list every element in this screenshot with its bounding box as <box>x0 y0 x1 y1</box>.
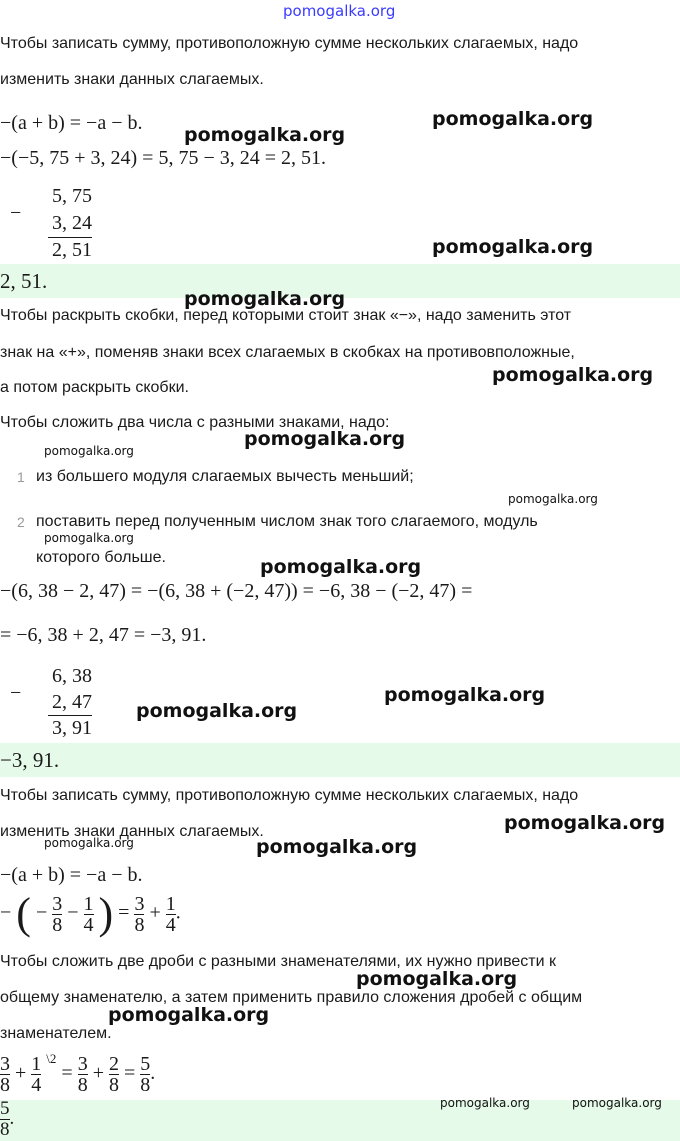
fraction <box>134 894 144 935</box>
fraction <box>109 1054 119 1095</box>
watermark: pomogalka.org <box>44 531 134 545</box>
column-bottom: 2, 47 <box>52 691 92 713</box>
list-number: 2 <box>17 514 25 530</box>
paragraph: а потом раскрыть скобки. <box>0 379 189 396</box>
fraction <box>31 1054 41 1095</box>
formula: −(a + b) = −a − b. <box>0 864 143 886</box>
paragraph: общему знаменателю, а затем применить правило сложения дробей с общим <box>0 989 583 1006</box>
column-bottom: 3, 24 <box>52 212 92 234</box>
paragraph: Чтобы записать сумму, противоположную сумме нескольких слагаемых, надо <box>0 35 579 52</box>
numerator: 5 <box>0 1098 10 1119</box>
paragraph: изменить знаки данных слагаемых. <box>0 823 264 840</box>
watermark: pomogalka.org <box>244 428 406 450</box>
numerator: 1 <box>165 892 176 915</box>
column-top: 5, 75 <box>52 185 92 207</box>
operator: + <box>15 1062 27 1084</box>
watermark: pomogalka.org <box>136 700 298 722</box>
minus-sign: − <box>0 901 12 924</box>
operator: + <box>92 1062 104 1084</box>
column-line <box>48 715 92 716</box>
formula-fractions <box>0 1051 155 1095</box>
column-line <box>48 237 92 238</box>
numerator: 1 <box>83 892 94 915</box>
formula: −(−5, 75 + 3, 24) = 5, 75 − 3, 24 = 2, 51. <box>0 147 326 169</box>
formula: = −6, 38 + 2, 47 = −3, 91. <box>0 624 207 646</box>
watermark: pomogalka.org <box>108 1004 270 1026</box>
answer-value: 2, 51. <box>0 269 48 293</box>
answer-value <box>0 1099 14 1140</box>
fraction <box>52 894 62 935</box>
watermark: pomogalka.org <box>184 288 346 310</box>
watermark: pomogalka.org <box>508 492 598 506</box>
equals-sign: = <box>123 1062 136 1084</box>
left-paren: ( <box>16 889 31 938</box>
watermark: pomogalka.org <box>356 968 518 990</box>
period: . <box>150 1062 156 1084</box>
site-logo[interactable]: pomogalka.org <box>283 2 396 20</box>
denominator: 4 <box>31 1073 42 1096</box>
watermark: pomogalka.org <box>384 684 546 706</box>
list-item: поставить перед полученным числом знак того слагаемого, модуль <box>36 513 538 530</box>
list-item: из большего модуля слагаемых вычесть меньший; <box>36 468 414 485</box>
numerator: 3 <box>0 1052 10 1075</box>
watermark: pomogalka.org <box>492 364 654 386</box>
fraction <box>78 1054 88 1095</box>
formula-fractions <box>0 889 181 938</box>
answer-value: −3, 91. <box>0 748 60 772</box>
denominator: 4 <box>83 913 94 936</box>
watermark: pomogalka.org <box>504 812 666 834</box>
watermark: pomogalka.org <box>432 236 594 258</box>
paragraph: изменить знаки данных слагаемых. <box>0 71 264 88</box>
column-subtraction <box>0 662 100 742</box>
watermark: pomogalka.org <box>184 124 346 146</box>
paragraph: знак на «+», поменяв знаки всех слагаемых в скобках на противовположные, <box>0 344 575 361</box>
denominator: 8 <box>140 1073 151 1096</box>
column-sign: − <box>10 682 22 704</box>
right-paren: ) <box>98 889 114 938</box>
paragraph: Чтобы сложить два числа с разными знаками, надо: <box>0 414 390 431</box>
fraction <box>0 1099 10 1140</box>
numerator: 3 <box>77 1052 88 1075</box>
formula: −(6, 38 − 2, 47) = −(6, 38 + (−2, 47)) = −6, 38 − (−2, 47) = <box>0 580 473 602</box>
equals-sign: = <box>61 1062 73 1084</box>
column-top: 6, 38 <box>52 665 92 687</box>
denominator: 8 <box>52 913 63 936</box>
watermark: pomogalka.org <box>256 836 418 858</box>
watermark: pomogalka.org <box>432 108 594 130</box>
paragraph: знаменателем. <box>0 1025 112 1042</box>
period: . <box>175 901 181 924</box>
denominator: 8 <box>77 1073 88 1096</box>
watermark: pomogalka.org <box>44 444 134 458</box>
minus-sign: − <box>35 901 48 924</box>
denominator: 8 <box>0 1119 10 1140</box>
watermark: pomogalka.org <box>44 836 134 850</box>
numerator: 3 <box>134 892 145 915</box>
column-result: 3, 91 <box>52 717 92 739</box>
watermark: pomogalka.org <box>572 1096 662 1110</box>
list-item-continuation: которого больше. <box>36 549 166 566</box>
list-number: 1 <box>17 469 25 485</box>
denominator: 8 <box>134 913 145 936</box>
equals-sign: = <box>118 901 130 924</box>
column-result: 2, 51 <box>52 239 92 261</box>
formula: −(a + b) = −a − b. <box>0 112 143 134</box>
numerator: 1 <box>31 1052 42 1075</box>
fraction <box>166 894 176 935</box>
period: . <box>9 1107 15 1129</box>
operator: − <box>67 901 79 924</box>
numerator: 3 <box>52 892 63 915</box>
watermark: pomogalka.org <box>260 556 422 578</box>
fraction <box>0 1054 10 1095</box>
operator: + <box>149 901 161 924</box>
denominator: 8 <box>108 1073 119 1096</box>
answer-box <box>0 743 680 777</box>
paragraph: Чтобы раскрыть скобки, перед которыми стоит знак «−», надо заменить этот <box>0 307 572 324</box>
watermark: pomogalka.org <box>440 1096 530 1110</box>
fraction <box>84 894 94 935</box>
denominator: 8 <box>0 1073 10 1096</box>
column-subtraction <box>0 182 100 262</box>
denominator: 4 <box>165 913 176 936</box>
column-sign: − <box>10 202 22 224</box>
multiplier-mark: \2 <box>46 1051 57 1066</box>
numerator: 2 <box>108 1052 119 1075</box>
fraction <box>140 1054 150 1095</box>
numerator: 5 <box>140 1052 151 1075</box>
paragraph: Чтобы записать сумму, противоположную сумме нескольких слагаемых, надо <box>0 787 579 804</box>
paragraph: Чтобы сложить две дроби с разными знаменателями, их нужно привести к <box>0 953 557 970</box>
